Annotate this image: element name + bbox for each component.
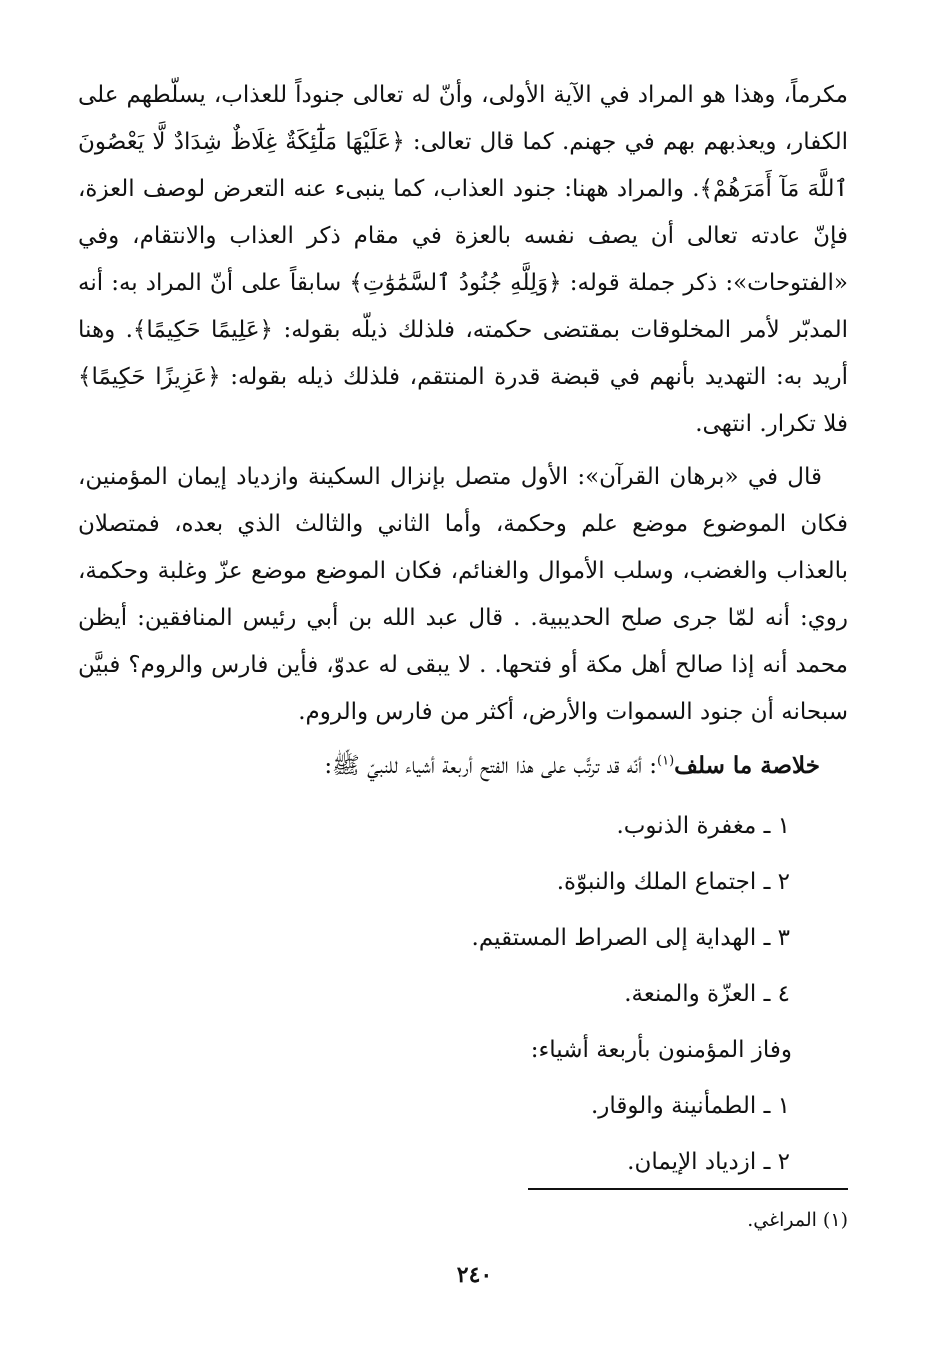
- list-item: ٤ ـ العزّة والمنعة.: [624, 981, 790, 1007]
- paragraph-1-text-2: . والمراد ههنا: جنود العذاب، كما ينبىء عنه التعرض لوصف العزة، فإنّ عادته تعالى أن يصف نفسه بالعزة في مقام ذكر العذاب والانتقام، وفي «الفتوحات»: ذكر جملة قوله:: [78, 176, 848, 296]
- page-number: ٢٤٠: [456, 1262, 493, 1288]
- believers-intro: وفاز المؤمنون بأربعة أشياء:: [530, 1037, 792, 1063]
- list-item: ٢ ـ ازدياد الإيمان.: [627, 1149, 790, 1175]
- summary-text: : أنّه قد ترتَّب على هذا الفتح أربعة أشياء للنبيّ ﷺ:: [324, 753, 658, 779]
- footnote: (١) المراغي.: [747, 1209, 848, 1231]
- paragraph-1: [78, 72, 848, 448]
- list-item: ٢ ـ اجتماع الملك والنبوّة.: [556, 869, 790, 895]
- quran-verse-3: ﴿عَلِيمًا حَكِيمًا﴾: [132, 317, 274, 343]
- quran-verse-1: ﴿عَلَيْهَا مَلَٰٓئِكَةٌ غِلَاظٌ شِدَادٌ لَّا يَعْصُونَ ٱللَّهَ مَآ أَمَرَهُمْ﴾: [78, 129, 848, 202]
- list-item: ١ ـ مغفرة الذنوب.: [616, 813, 790, 839]
- prophet-blessings-list: [78, 798, 848, 1190]
- summary-heading: خلاصة ما سلف: [674, 752, 820, 779]
- list-item: ٣ ـ الهداية إلى الصراط المستقيم.: [471, 925, 790, 951]
- summary-line: [78, 742, 848, 790]
- paragraph-1-text-4: . وهنا أريد به: التهديد بأنهم في قبضة قدرة المنتقم، فلذلك ذيله بقوله:: [78, 317, 848, 390]
- footnote-divider: [528, 1188, 848, 1190]
- paragraph-1-text-1: مكرماً، وهذا هو المراد في الآية الأولى، وأنّ له تعالى جنوداً للعذاب، يسلّطهم على الكفار، ويعذبهم بهم في جهنم. كما قال تعالى:: [78, 82, 848, 155]
- page-body: [78, 72, 848, 1190]
- paragraph-1-text-3: سابقاً على أنّ المراد به: أنه المدبّر لأمر المخلوقات بمقتضى حكمته، فلذلك ذيلّه بقوله:: [78, 270, 849, 343]
- quran-verse-4: ﴿عَزِيزًا حَكِيمًا﴾: [78, 364, 221, 390]
- quran-verse-2: ﴿وَلِلَّهِ جُنُودُ ٱلسَّمَٰوَٰتِ﴾: [349, 270, 562, 296]
- paragraph-1-text-5: فلا تكرار. انتهى.: [695, 411, 848, 437]
- list-item: ١ ـ الطمأنينة والوقار.: [590, 1093, 790, 1119]
- footnote-reference: (١): [657, 753, 675, 769]
- paragraph-2: قال في «برهان القرآن»: الأول متصل بإنزال السكينة وازدياد إيمان المؤمنين، فكان الموضوع موضع علم وحكمة، وأما الثاني والثالث الذي بعده، فمتصلان بالعذاب والغضب، وسلب الأموال والغنائم، فكان الموضع موضع عزّ وغلبة وحكمة، روي: أنه لمّا جرى صلح الحديبية. . قال عبد الله بن أبي رئيس المنافقين: أيظن محمد أنه إذا صالح أهل مكة أو فتحها. . لا يبقى له عدوّ، فأين فارس والروم؟ فبيَّن سبحانه أن جنود السموات والأرض، أكثر من فارس والروم.: [78, 464, 848, 725]
